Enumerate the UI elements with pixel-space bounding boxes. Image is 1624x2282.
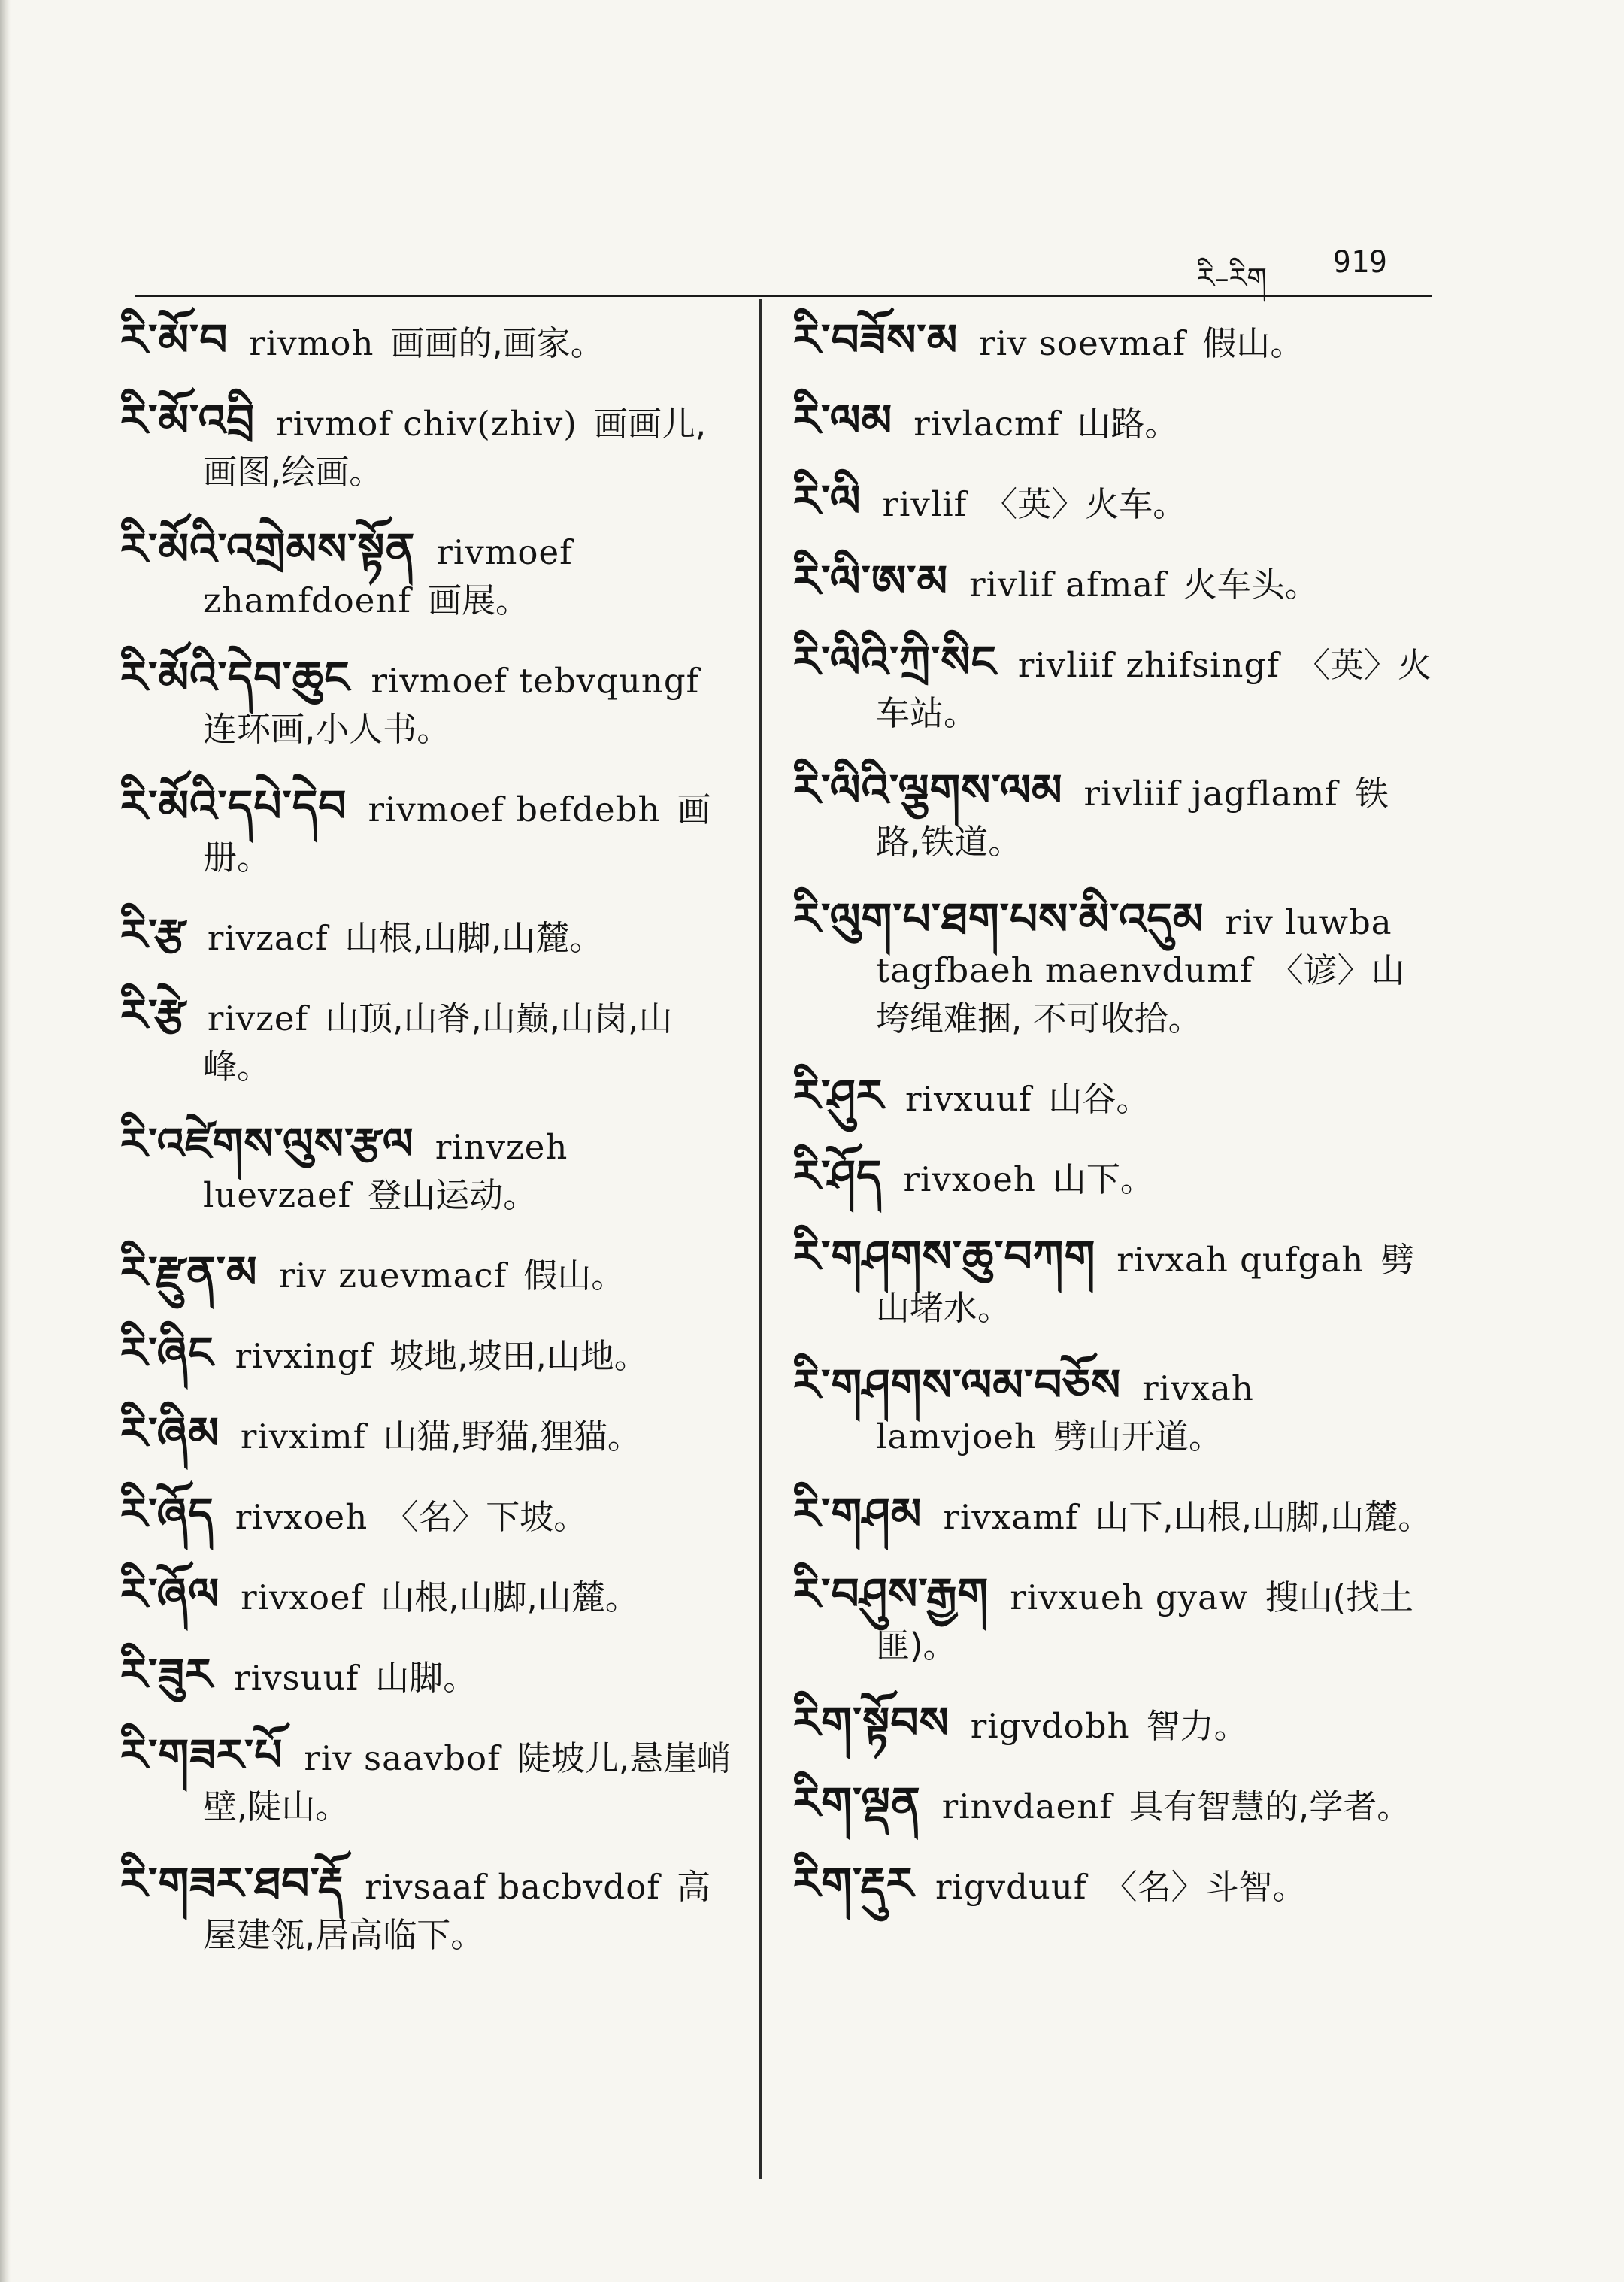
- dictionary-entry: [793, 638, 1432, 738]
- romanization: rivzacf: [207, 918, 329, 958]
- romanization: rivxoef: [241, 1577, 365, 1617]
- romanization: rivlif afmaf: [969, 565, 1167, 605]
- romanization: rinvzeh luevzaef: [203, 1127, 568, 1215]
- dictionary-entry: [793, 316, 1432, 368]
- page-number: 919: [1332, 245, 1387, 280]
- definition: 坡地,坡田,山地。: [389, 1336, 648, 1376]
- definition: 画画儿,画图,绘画。: [203, 404, 707, 492]
- definition: 假山。: [1202, 323, 1304, 363]
- definition: 〈谚〉山垮绳难捆, 不可收拾。: [876, 950, 1405, 1038]
- definition: 〈英〉火车。: [983, 484, 1187, 524]
- dictionary-entry: [120, 1120, 737, 1220]
- dictionary-entry: [120, 1490, 737, 1541]
- headword-tibetan: རི་མོའི་དེབ་ཆུང: [120, 652, 350, 703]
- romanization: rivlacmf: [914, 404, 1061, 444]
- definition: 〈名〉斗智。: [1103, 1867, 1307, 1907]
- headword-tibetan: རི་འཛེགས་ལུས་རྩལ: [120, 1118, 414, 1169]
- romanization: rivlif: [882, 484, 968, 524]
- column-divider: [759, 299, 762, 2179]
- definition: 劈山堵水。: [876, 1240, 1415, 1328]
- definition: 山脚。: [375, 1658, 477, 1698]
- definition: 连环画,小人书。: [203, 709, 451, 749]
- romanization: rivmoh: [249, 323, 374, 363]
- headword-tibetan: རི་ལི: [793, 475, 862, 526]
- romanization: rivliif zhifsingf: [1017, 645, 1280, 685]
- dictionary-entry: [793, 477, 1432, 529]
- romanization: rivzef: [207, 999, 309, 1038]
- dictionary-entry: [120, 991, 737, 1091]
- headword-tibetan: རི་གཤགས་ཆུ་བཀག: [793, 1231, 1096, 1282]
- definition: 登山运动。: [368, 1175, 538, 1215]
- dictionary-entry: [120, 1731, 737, 1831]
- dictionary-entry: [793, 1152, 1432, 1204]
- dictionary-entry: [793, 1859, 1432, 1911]
- dictionary-entry: [120, 1409, 737, 1461]
- dictionary-entry: [120, 653, 737, 753]
- romanization: rigvduuf: [935, 1867, 1087, 1907]
- dictionary-entry: [120, 316, 737, 368]
- dictionary-entry: [120, 782, 737, 882]
- headword-tibetan: རི་ཟུར: [120, 1649, 214, 1700]
- dictionary-entry: [793, 1071, 1432, 1123]
- headword-tibetan: རིག་ལྡན: [793, 1777, 921, 1829]
- romanization: rivxah qufgah: [1116, 1240, 1365, 1280]
- dictionary-entry: [793, 1779, 1432, 1831]
- definition: 画册。: [203, 789, 711, 877]
- dictionary-entry: [120, 911, 737, 962]
- romanization: rivmoef befdebh: [368, 789, 661, 829]
- headword-tibetan: རི་གཤགས་ལམ་བཅོས: [793, 1359, 1122, 1411]
- romanization: rivmoef tebvqungf: [371, 661, 700, 701]
- romanization: rivxingf: [235, 1336, 374, 1376]
- dictionary-entry: [793, 1232, 1432, 1332]
- definition: 山谷。: [1048, 1079, 1150, 1119]
- romanization: riv luwba tagfbaeh maenvdumf: [876, 902, 1392, 990]
- definition: 山下,山根,山脚,山麓。: [1095, 1497, 1432, 1537]
- romanization: riv saavbof: [304, 1738, 501, 1778]
- romanization: rivsuuf: [234, 1658, 359, 1698]
- romanization: riv zuevmacf: [278, 1256, 508, 1296]
- headword-tibetan: རི་རྫུན་མ: [120, 1247, 258, 1298]
- romanization: rivxoeh: [235, 1497, 368, 1537]
- definition: 山猫,野猫,狸猫。: [383, 1417, 641, 1456]
- headword-tibetan: རི་ཞིང: [120, 1327, 214, 1378]
- dictionary-entry: [793, 895, 1432, 1043]
- headword-tibetan: རི་ལིའི་ཀྲི་སིང: [793, 636, 997, 687]
- definition: 假山。: [523, 1256, 626, 1296]
- left-column: [120, 316, 737, 1988]
- dictionary-entry: [793, 1490, 1432, 1541]
- page-header: [135, 241, 1432, 301]
- headword-tibetan: རི་ལི་ཨ་མ: [793, 556, 949, 607]
- romanization: rivximf: [240, 1417, 367, 1456]
- romanization: rivxueh gyaw: [1010, 1577, 1249, 1617]
- definition: 劈山开道。: [1053, 1417, 1223, 1456]
- headword-tibetan: རི་མོ་བ: [120, 314, 229, 365]
- definition: 山根,山脚,山麓。: [380, 1577, 639, 1617]
- dictionary-entry: [120, 1859, 737, 1959]
- dictionary-entry: [793, 1361, 1432, 1461]
- romanization: rivxah lamvjoeh: [876, 1368, 1254, 1456]
- headword-tibetan: རི་རྩ: [120, 909, 186, 960]
- headword-tibetan: རིག་སྟོབས: [793, 1697, 950, 1748]
- headword-tibetan: རིག་རྡུར: [793, 1858, 914, 1909]
- definition: 山顶,山脊,山巅,山岗,山峰。: [203, 999, 673, 1086]
- romanization: rivsaaf bacbvdof: [365, 1867, 660, 1907]
- definition: 画展。: [428, 580, 530, 620]
- romanization: rinvdaenf: [941, 1787, 1113, 1826]
- definition: 山下。: [1052, 1159, 1154, 1199]
- romanization: rivmoef zhamfdoenf: [203, 532, 573, 620]
- romanization: rivmof chiv(zhiv): [276, 404, 577, 444]
- headword-tibetan: རི་ལིའི་ལྕགས་ལམ: [793, 765, 1063, 816]
- definition: 搜山(找土匪)。: [876, 1577, 1413, 1665]
- dictionary-entry: [793, 1699, 1432, 1750]
- headword-tibetan: རི་རྩེ: [120, 989, 186, 1041]
- dictionary-entry: [120, 1329, 737, 1380]
- headword-tibetan: རི་བཤུས་རྒྱག: [793, 1568, 989, 1620]
- romanization: rivxoeh: [903, 1159, 1036, 1199]
- dictionary-entry: [793, 396, 1432, 448]
- romanization: rivliif jagflamf: [1083, 774, 1338, 814]
- romanization: rivxuuf: [905, 1079, 1032, 1119]
- headword-tibetan: རི་ཞོད: [120, 1488, 214, 1539]
- dictionary-entry: [793, 557, 1432, 609]
- definition: 陡坡儿,悬崖峭壁,陡山。: [203, 1738, 732, 1826]
- headword-tibetan: རི་མོའི་དཔེ་དེབ: [120, 780, 347, 832]
- headword-tibetan: རི་ཞིམ: [120, 1408, 220, 1459]
- dictionary-entry: [120, 396, 737, 496]
- dictionary-entry: [793, 766, 1432, 866]
- headword-tibetan: རི་མོ་འབྲི: [120, 395, 256, 446]
- headword-tibetan: རི་ཤོད: [793, 1150, 883, 1202]
- romanization: rivxamf: [943, 1497, 1079, 1537]
- definition: 〈英〉火车站。: [876, 645, 1432, 733]
- dictionary-entry: [793, 1570, 1432, 1670]
- definition: 山根,山脚,山麓。: [344, 918, 604, 958]
- headword-tibetan: རི་ལུག་པ་ཐག་པས་མི་འདུམ: [793, 893, 1204, 944]
- header-rule: [135, 295, 1432, 297]
- scan-edge: [0, 0, 11, 2282]
- dictionary-entry: [120, 1650, 737, 1702]
- definition: 画画的,画家。: [390, 323, 604, 363]
- romanization: rigvdobh: [970, 1706, 1130, 1746]
- headword-tibetan: རི་གཟར་པོ: [120, 1729, 283, 1780]
- headword-tibetan: རི་ཤུར: [793, 1070, 885, 1121]
- dictionary-entry: [120, 1248, 737, 1300]
- definition: 〈名〉下坡。: [384, 1497, 588, 1537]
- headword-tibetan: རི་གཤམ: [793, 1488, 923, 1539]
- guide-words: རི–རིག: [1196, 262, 1267, 295]
- dictionary-entry: [120, 525, 737, 625]
- definition: 具有智慧的,学者。: [1129, 1787, 1411, 1826]
- definition: 高屋建瓴,居高临下。: [203, 1867, 710, 1955]
- dictionary-entry: [120, 1570, 737, 1622]
- definition: 火车头。: [1183, 565, 1319, 605]
- headword-tibetan: རི་ཞོལ: [120, 1568, 220, 1620]
- definition: 山路。: [1077, 404, 1179, 444]
- definition: 智力。: [1146, 1706, 1248, 1746]
- right-column: [793, 316, 1432, 1940]
- headword-tibetan: རི་མོའི་འགྲེམས་སྟོན: [120, 523, 416, 574]
- romanization: riv soevmaf: [979, 323, 1186, 363]
- headword-tibetan: རི་གཟར་ཐབ་རྡོ: [120, 1858, 344, 1909]
- definition: 铁路,铁道。: [876, 774, 1389, 862]
- headword-tibetan: རི་ལམ: [793, 395, 893, 446]
- headword-tibetan: རི་བཟོས་མ: [793, 314, 959, 365]
